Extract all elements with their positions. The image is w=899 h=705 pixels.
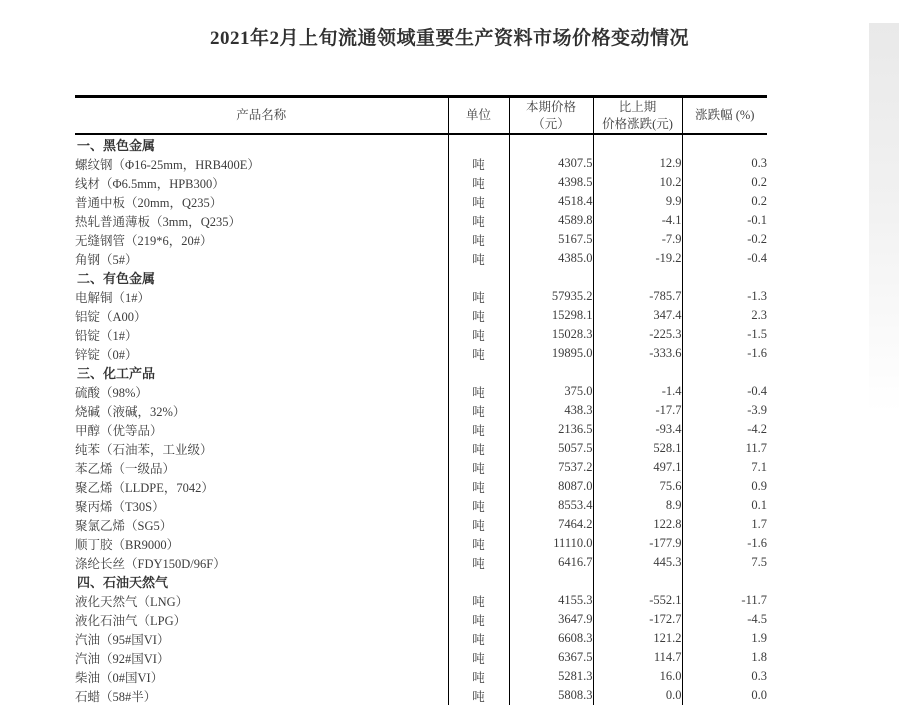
price-change-cell: 9.9: [593, 192, 682, 211]
change-pct-cell: 1.9: [682, 629, 767, 648]
product-name: 顺丁胶（BR9000）: [75, 537, 180, 552]
table-row: [75, 211, 767, 230]
empty-cell: [509, 572, 593, 591]
unit-cell: 吨: [448, 420, 509, 439]
table-row: [75, 439, 767, 458]
price-change-cell: -4.1: [593, 211, 682, 230]
price-change-cell: -1.4: [593, 382, 682, 401]
table-row: [75, 173, 767, 192]
current-price-cell: 6367.5: [509, 648, 593, 667]
change-pct-cell: 1.8: [682, 648, 767, 667]
change-pct-cell: -1.5: [682, 325, 767, 344]
empty-cell: [682, 268, 767, 287]
unit-cell: 吨: [448, 249, 509, 268]
current-price-cell: 6608.3: [509, 629, 593, 648]
current-price-cell: 5057.5: [509, 439, 593, 458]
current-price-cell: 8553.4: [509, 496, 593, 515]
current-price-cell: 4385.0: [509, 249, 593, 268]
unit-cell: 吨: [448, 154, 509, 173]
current-price-cell: 7537.2: [509, 458, 593, 477]
unit-cell: 吨: [448, 591, 509, 610]
price-change-cell: -552.1: [593, 591, 682, 610]
current-price-cell: 8087.0: [509, 477, 593, 496]
change-pct-cell: -1.6: [682, 344, 767, 363]
empty-cell: [682, 363, 767, 382]
current-price-cell: 4518.4: [509, 192, 593, 211]
unit-cell: 吨: [448, 629, 509, 648]
price-change-cell: -17.7: [593, 401, 682, 420]
price-change-cell: -225.3: [593, 325, 682, 344]
header-current-price: [509, 97, 593, 135]
right-edge-shade: [869, 23, 899, 413]
current-price-cell: 6416.7: [509, 553, 593, 572]
table-row: [75, 192, 767, 211]
table-row: [75, 648, 767, 667]
table-row: [75, 610, 767, 629]
change-pct-cell: 11.7: [682, 439, 767, 458]
product-name: 纯苯（石油苯，工业级）: [75, 442, 213, 457]
change-pct-cell: -11.7: [682, 591, 767, 610]
product-name: 液化天然气（LNG）: [75, 594, 189, 609]
current-price-cell: 375.0: [509, 382, 593, 401]
table-row: [75, 534, 767, 553]
change-pct-cell: 7.1: [682, 458, 767, 477]
table-row: [75, 458, 767, 477]
change-pct-cell: 0.3: [682, 154, 767, 173]
unit-cell: 吨: [448, 173, 509, 192]
unit-cell: 吨: [448, 534, 509, 553]
product-name: 线材（Φ6.5mm，HPB300）: [75, 176, 225, 191]
header-change-pct: 涨跌幅 (%): [682, 97, 767, 135]
price-change-cell: 347.4: [593, 306, 682, 325]
price-change-cell: 0.0: [593, 686, 682, 705]
price-change-cell: 10.2: [593, 173, 682, 192]
current-price-cell: 7464.2: [509, 515, 593, 534]
header-price-change-line2: 价格涨跌(元): [602, 116, 673, 131]
change-pct-cell: 7.5: [682, 553, 767, 572]
change-pct-cell: -0.1: [682, 211, 767, 230]
current-price-cell: 15028.3: [509, 325, 593, 344]
price-change-cell: -333.6: [593, 344, 682, 363]
unit-cell: 吨: [448, 667, 509, 686]
unit-cell: 吨: [448, 458, 509, 477]
product-name: 汽油（92#国VI）: [75, 651, 170, 666]
empty-cell: [509, 363, 593, 382]
product-name: 普通中板（20mm，Q235）: [75, 195, 223, 210]
product-name: 聚丙烯（T30S）: [75, 499, 165, 514]
product-name: 角钢（5#）: [75, 252, 138, 267]
product-name: 聚氯乙烯（SG5）: [75, 518, 173, 533]
section-row: [75, 572, 767, 591]
empty-cell: [593, 134, 682, 154]
product-name: 柴油（0#国VI）: [75, 670, 164, 685]
empty-cell: [448, 134, 509, 154]
table-row: [75, 249, 767, 268]
unit-cell: 吨: [448, 230, 509, 249]
unit-cell: 吨: [448, 648, 509, 667]
table-row: [75, 306, 767, 325]
unit-cell: 吨: [448, 439, 509, 458]
unit-cell: 吨: [448, 553, 509, 572]
table-row: [75, 553, 767, 572]
change-pct-cell: 1.7: [682, 515, 767, 534]
unit-cell: 吨: [448, 211, 509, 230]
price-change-cell: -177.9: [593, 534, 682, 553]
change-pct-cell: -1.6: [682, 534, 767, 553]
unit-cell: 吨: [448, 610, 509, 629]
price-change-cell: -172.7: [593, 610, 682, 629]
unit-cell: 吨: [448, 496, 509, 515]
current-price-cell: 5167.5: [509, 230, 593, 249]
change-pct-cell: 0.1: [682, 496, 767, 515]
price-change-cell: 121.2: [593, 629, 682, 648]
price-change-cell: 12.9: [593, 154, 682, 173]
current-price-cell: 11110.0: [509, 534, 593, 553]
header-price-change-line1: 比上期: [618, 100, 657, 115]
price-change-cell: -19.2: [593, 249, 682, 268]
price-change-cell: 528.1: [593, 439, 682, 458]
change-pct-cell: -4.2: [682, 420, 767, 439]
product-name: 烧碱（液碱，32%）: [75, 404, 186, 419]
product-name: 聚乙烯（LLDPE，7042）: [75, 480, 214, 495]
current-price-cell: 2136.5: [509, 420, 593, 439]
empty-cell: [593, 363, 682, 382]
product-name: 甲醇（优等品）: [75, 423, 163, 438]
empty-cell: [593, 572, 682, 591]
product-name: 石蜡（58#半）: [75, 689, 157, 704]
price-change-cell: -7.9: [593, 230, 682, 249]
unit-cell: 吨: [448, 344, 509, 363]
change-pct-cell: -0.2: [682, 230, 767, 249]
current-price-cell: 3647.9: [509, 610, 593, 629]
empty-cell: [509, 134, 593, 154]
product-name: 苯乙烯（一级品）: [75, 461, 176, 476]
change-pct-cell: 0.9: [682, 477, 767, 496]
header-current-price-line1: 本期价格: [525, 100, 576, 115]
unit-cell: 吨: [448, 192, 509, 211]
current-price-cell: 4307.5: [509, 154, 593, 173]
header-price-change: [593, 97, 682, 135]
change-pct-cell: 0.2: [682, 173, 767, 192]
price-change-cell: 445.3: [593, 553, 682, 572]
table-row: [75, 515, 767, 534]
unit-cell: 吨: [448, 477, 509, 496]
product-name: 电解铜（1#）: [75, 290, 151, 305]
current-price-cell: 57935.2: [509, 287, 593, 306]
price-change-cell: 75.6: [593, 477, 682, 496]
table-row: [75, 686, 767, 705]
table-row: [75, 401, 767, 420]
table-row: [75, 154, 767, 173]
current-price-cell: 4589.8: [509, 211, 593, 230]
product-name: 铝锭（A00）: [75, 309, 147, 324]
product-name: 涤纶长丝（FDY150D/96F）: [75, 556, 226, 571]
empty-cell: [593, 268, 682, 287]
current-price-cell: 4398.5: [509, 173, 593, 192]
unit-cell: 吨: [448, 401, 509, 420]
unit-cell: 吨: [448, 306, 509, 325]
empty-cell: [448, 268, 509, 287]
page-title: 2021年2月上旬流通领域重要生产资料市场价格变动情况: [209, 28, 689, 49]
table-row: [75, 420, 767, 439]
product-name: 汽油（95#国VI）: [75, 632, 170, 647]
section-row: [75, 363, 767, 382]
change-pct-cell: -4.5: [682, 610, 767, 629]
table-header-row: [75, 97, 767, 135]
product-name: 硫酸（98%）: [75, 385, 148, 400]
header-unit: 单位: [448, 97, 509, 135]
empty-cell: [448, 363, 509, 382]
section-row: [75, 134, 767, 154]
empty-cell: [682, 572, 767, 591]
price-change-cell: 114.7: [593, 648, 682, 667]
product-name: 螺纹钢（Φ16-25mm，HRB400E）: [75, 157, 260, 172]
change-pct-cell: -0.4: [682, 382, 767, 401]
product-name: 锌锭（0#）: [75, 347, 138, 362]
section-title: 二、有色金属: [77, 271, 156, 286]
change-pct-cell: -1.3: [682, 287, 767, 306]
table-row: [75, 287, 767, 306]
price-change-cell: 8.9: [593, 496, 682, 515]
table-row: [75, 477, 767, 496]
change-pct-cell: 2.3: [682, 306, 767, 325]
current-price-cell: 4155.3: [509, 591, 593, 610]
change-pct-cell: 0.0: [682, 686, 767, 705]
change-pct-cell: -3.9: [682, 401, 767, 420]
table-row: [75, 496, 767, 515]
price-change-cell: 16.0: [593, 667, 682, 686]
empty-cell: [509, 268, 593, 287]
change-pct-cell: 0.3: [682, 667, 767, 686]
empty-cell: [682, 134, 767, 154]
unit-cell: 吨: [448, 287, 509, 306]
unit-cell: 吨: [448, 382, 509, 401]
table-row: [75, 230, 767, 249]
table-row: [75, 344, 767, 363]
unit-cell: 吨: [448, 686, 509, 705]
current-price-cell: 438.3: [509, 401, 593, 420]
header-product: 产品名称: [75, 97, 448, 135]
table-row: [75, 325, 767, 344]
price-change-cell: 497.1: [593, 458, 682, 477]
current-price-cell: 5808.3: [509, 686, 593, 705]
product-name: 无缝钢管（219*6，20#）: [75, 233, 213, 248]
section-row: [75, 268, 767, 287]
product-name: 液化石油气（LPG）: [75, 613, 187, 628]
change-pct-cell: 0.2: [682, 192, 767, 211]
section-title: 一、黑色金属: [77, 138, 156, 153]
current-price-cell: 19895.0: [509, 344, 593, 363]
table-row: [75, 382, 767, 401]
current-price-cell: 15298.1: [509, 306, 593, 325]
price-change-cell: 122.8: [593, 515, 682, 534]
change-pct-cell: -0.4: [682, 249, 767, 268]
unit-cell: 吨: [448, 515, 509, 534]
table-row: [75, 591, 767, 610]
empty-cell: [448, 572, 509, 591]
price-table: [75, 95, 767, 705]
current-price-cell: 5281.3: [509, 667, 593, 686]
product-name: 热轧普通薄板（3mm，Q235）: [75, 214, 241, 229]
price-change-cell: -785.7: [593, 287, 682, 306]
section-title: 三、化工产品: [77, 366, 156, 381]
header-current-price-line2: （元）: [532, 116, 570, 131]
section-title: 四、石油天然气: [77, 575, 169, 590]
product-name: 铅锭（1#）: [75, 328, 138, 343]
table-row: [75, 629, 767, 648]
unit-cell: 吨: [448, 325, 509, 344]
price-change-cell: -93.4: [593, 420, 682, 439]
